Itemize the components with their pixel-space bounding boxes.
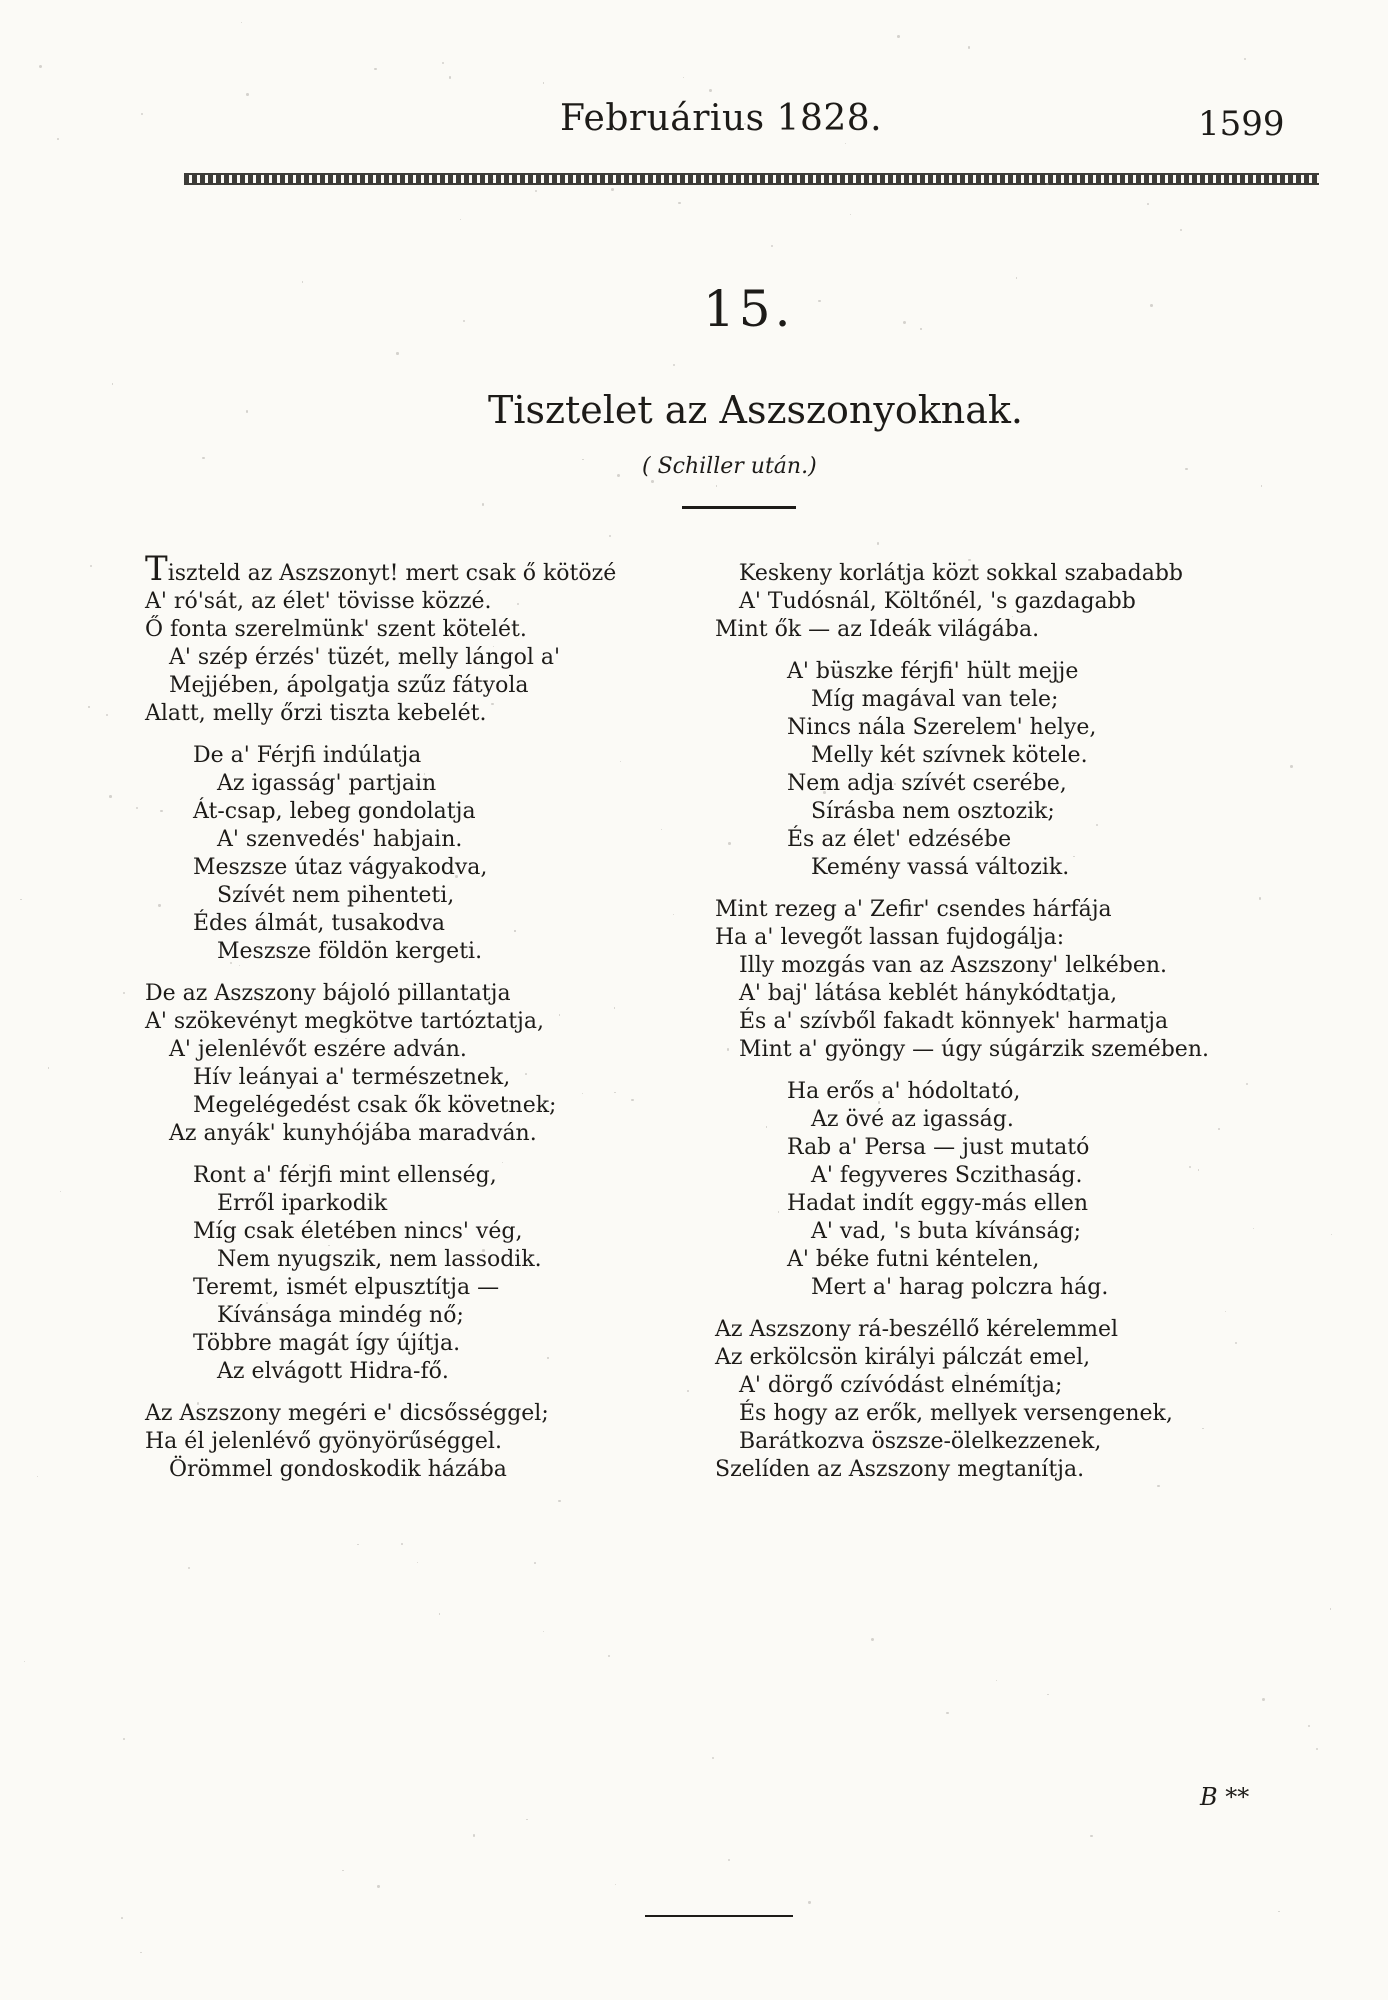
poem-line: Mint rezeg a' Zefir' csendes hárfája xyxy=(715,897,1112,922)
paper-speck xyxy=(460,219,461,220)
poem-line: Keskeny korlátja közt sokkal szabadabb xyxy=(739,561,1184,586)
paper-speck xyxy=(1147,203,1149,205)
paper-speck xyxy=(946,1712,949,1715)
poem-line: Míg csak életében nincs' vég, xyxy=(193,1219,523,1244)
poem-line: Ő fonta szerelmünk' szent kötelét. xyxy=(145,617,527,642)
stanza xyxy=(715,1078,1335,1302)
paper-speck xyxy=(1047,1694,1049,1696)
paper-speck xyxy=(357,1544,359,1546)
stanza xyxy=(715,560,1335,644)
poem-line: Át-csap, lebeg gondolatja xyxy=(193,799,476,824)
poem-line: Többre magát így újítja. xyxy=(193,1331,461,1356)
paper-speck xyxy=(24,1661,25,1662)
paper-speck xyxy=(1244,58,1246,60)
author-signature: B ** xyxy=(1200,1783,1250,1811)
paper-speck xyxy=(968,46,970,48)
paper-speck xyxy=(818,300,821,303)
paper-speck xyxy=(377,1885,379,1887)
paper-speck xyxy=(897,35,900,38)
paper-speck xyxy=(1068,999,1071,1002)
paper-speck xyxy=(716,485,717,486)
poem-line: Sírásba nem osztozik; xyxy=(811,799,1055,824)
paper-speck xyxy=(259,691,262,694)
poem-line: A' szökevényt megkötve tartóztatja, xyxy=(145,1009,544,1034)
paper-speck xyxy=(547,1357,548,1358)
poem-line: Az Aszszony rá-beszéllő kérelemmel xyxy=(715,1317,1119,1342)
poem-line: Ha erős a' hódoltató, xyxy=(787,1079,1021,1104)
paper-speck xyxy=(615,1884,616,1885)
poem-line: Barátkozva öszsze-ölelkezzenek, xyxy=(739,1429,1102,1454)
paper-speck xyxy=(302,281,303,282)
paper-speck xyxy=(673,914,674,915)
paper-speck xyxy=(482,503,485,506)
paper-speck xyxy=(482,1249,484,1251)
paper-speck xyxy=(996,1680,997,1681)
paper-speck xyxy=(823,791,826,794)
paper-speck xyxy=(158,904,160,906)
poem-line: A' Tudósnál, Költőnél, 's gazdagabb xyxy=(739,589,1136,614)
paper-speck xyxy=(37,1476,38,1477)
paper-speck xyxy=(844,861,846,863)
poem-line: Ha él jelenlévő gyönyörűséggel. xyxy=(145,1429,502,1454)
paper-speck xyxy=(1235,1342,1237,1344)
poem-line: Erről iparkodik xyxy=(217,1191,388,1216)
paper-speck xyxy=(241,22,242,23)
poem-line: Hadat indít eggy-más ellen xyxy=(787,1191,1089,1216)
poem-number: 15. xyxy=(703,280,795,338)
paper-speck xyxy=(526,1819,527,1820)
paper-speck xyxy=(877,542,879,544)
paper-speck xyxy=(845,143,847,145)
paper-speck xyxy=(1016,277,1017,278)
paper-speck xyxy=(1261,485,1262,486)
poem-line: És a' szívből fakadt könnyek' harmatja xyxy=(739,1009,1169,1034)
poem-line: Édes álmát, tusakodva xyxy=(193,911,446,936)
paper-speck xyxy=(1150,304,1153,307)
paper-speck xyxy=(123,1738,125,1740)
poem-line: A' fegyveres Sczithaság. xyxy=(811,1163,1083,1188)
paper-speck xyxy=(1308,1725,1310,1727)
poem-line: A' baj' látása keblét hánykódtatja, xyxy=(739,981,1118,1006)
paper-speck xyxy=(534,1562,536,1564)
paper-speck xyxy=(1090,1835,1093,1838)
poem-line: Nincs nála Szerelem' helye, xyxy=(787,715,1097,740)
poem-line: A' büszke férjfi' hült mejje xyxy=(787,659,1079,684)
paper-speck xyxy=(920,328,921,329)
poem-line: A' vad, 's buta kívánság; xyxy=(811,1219,1082,1244)
page-number: 1599 xyxy=(1198,104,1285,144)
paper-speck xyxy=(903,321,906,324)
paper-speck xyxy=(609,535,611,537)
paper-speck xyxy=(449,76,451,78)
paper-speck xyxy=(360,945,361,946)
paper-speck xyxy=(535,190,537,192)
paper-speck xyxy=(417,1562,418,1563)
paper-speck xyxy=(678,202,680,204)
paper-speck xyxy=(1046,183,1048,185)
poem-line: Hív leányai a' természetnek, xyxy=(193,1065,511,1090)
poem-line: Mint ők — az Ideák világába. xyxy=(715,617,1040,642)
paper-speck xyxy=(188,1567,190,1569)
poem-line: Meszsze földön kergeti. xyxy=(217,939,483,964)
paper-speck xyxy=(342,1870,343,1871)
paper-speck xyxy=(661,829,662,830)
paper-speck xyxy=(617,474,620,477)
paper-speck xyxy=(90,565,92,567)
poem-line: Teremt, ismét elpusztítja — xyxy=(193,1275,500,1300)
paper-speck xyxy=(514,930,515,931)
poem-line: A' szép érzés' tüzét, melly lángol a' xyxy=(169,645,561,670)
paper-speck xyxy=(106,714,108,716)
paper-speck xyxy=(712,1757,714,1759)
paper-speck xyxy=(558,1500,560,1502)
paper-speck xyxy=(1189,1166,1191,1168)
poem-line: De az Aszszony bájoló pillantatja xyxy=(145,981,511,1006)
poem-line: A' szenvedés' habjain. xyxy=(217,827,463,852)
paper-speck xyxy=(121,1917,123,1919)
paper-speck xyxy=(396,352,398,354)
poem-line: Ront a' férjfi mint ellenség, xyxy=(193,1163,497,1188)
right-column xyxy=(715,560,1335,1498)
paper-speck xyxy=(1180,229,1182,231)
poem-line: Az erkölcsön királyi pálczát emel, xyxy=(715,1345,1091,1370)
poem-line: Melly két szívnek kötele. xyxy=(811,743,1088,768)
stanza xyxy=(145,742,705,966)
poem-line: Ha a' levegőt lassan fujdogálja: xyxy=(715,925,1065,950)
paper-speck xyxy=(331,1448,333,1450)
paper-speck xyxy=(836,671,839,674)
paper-speck xyxy=(88,706,89,707)
stanza xyxy=(145,549,705,728)
paper-speck xyxy=(473,1834,475,1836)
paper-speck xyxy=(651,480,654,483)
poem-line: Örömmel gondoskodik házába xyxy=(169,1457,507,1482)
poem-subtitle: ( Schiller után.) xyxy=(642,454,817,479)
stanza xyxy=(145,980,705,1148)
poem-line: Megelégedést csak ők követnek; xyxy=(193,1093,557,1118)
poem-line: Rab a' Persa — just mutató xyxy=(787,1135,1090,1160)
poem-line: Nem nyugszik, nem lassodik. xyxy=(217,1247,542,1272)
poem-line: Az anyák' kunyhójába maradván. xyxy=(169,1121,537,1146)
poem-line: A' béke futni kéntelen, xyxy=(787,1247,1040,1272)
paper-speck xyxy=(491,703,494,706)
paper-speck xyxy=(455,875,458,878)
poem-line: Az Aszszony megéri e' dicsősséggel; xyxy=(145,1401,549,1426)
paper-speck xyxy=(608,1655,610,1657)
stanza xyxy=(715,896,1335,1064)
paper-speck xyxy=(967,1381,968,1382)
paper-speck xyxy=(112,383,113,384)
poem-line: Szívét nem pihenteti, xyxy=(217,883,455,908)
poem-line: Mert a' harag polczra hág. xyxy=(811,1275,1109,1300)
paper-speck xyxy=(230,962,232,964)
stanza xyxy=(715,658,1335,882)
stanza xyxy=(715,1316,1335,1484)
paper-speck xyxy=(850,214,851,215)
paper-speck xyxy=(1185,468,1187,470)
poem-line: A' ró'sát, az élet' tövisse közzé. xyxy=(145,589,492,614)
paper-speck xyxy=(20,899,22,901)
paper-speck xyxy=(808,1901,810,1903)
paper-speck xyxy=(309,1164,311,1166)
paper-speck xyxy=(374,68,377,71)
paper-speck xyxy=(1278,1911,1279,1912)
end-rule xyxy=(645,1915,793,1917)
paper-speck xyxy=(728,842,731,845)
paper-speck xyxy=(39,65,42,68)
paper-speck xyxy=(123,992,125,994)
paper-speck xyxy=(1198,1169,1199,1170)
paper-speck xyxy=(140,1952,142,1954)
poem-line: Kívánsága mindég nő; xyxy=(217,1303,464,1328)
stanza xyxy=(145,1400,705,1484)
paper-speck xyxy=(439,1613,441,1615)
paper-speck xyxy=(727,1048,729,1050)
paper-speck xyxy=(673,364,675,366)
title-rule xyxy=(682,506,796,509)
paper-speck xyxy=(401,1543,403,1545)
paper-speck xyxy=(611,188,614,191)
paper-speck xyxy=(988,1256,989,1257)
poem-line: A' jelenlévőt eszére adván. xyxy=(169,1037,467,1062)
poem-line: A' dörgő czívódást elnémítja; xyxy=(739,1373,1063,1398)
paper-speck xyxy=(57,138,59,140)
header-date: Februárius 1828. xyxy=(560,98,883,139)
poem-line: Illy mozgás van az Aszszony' lelkében. xyxy=(739,953,1168,978)
poem-line: És hogy az erők, mellyek versengenek, xyxy=(739,1401,1173,1426)
paper-speck xyxy=(109,795,112,798)
paper-speck xyxy=(1262,1698,1265,1701)
paper-speck xyxy=(463,320,465,322)
paper-speck xyxy=(543,82,544,83)
left-column xyxy=(145,549,705,1498)
poem-line: Az igasság' partjain xyxy=(217,771,437,796)
paper-speck xyxy=(1330,1608,1332,1610)
poem-line: Tiszteld az Aszszonyt! mert csak ő kötözé xyxy=(145,549,617,589)
paper-speck xyxy=(442,62,444,64)
paper-speck xyxy=(582,459,584,461)
poem-line: Alatt, melly őrzi tiszta kebelét. xyxy=(145,701,487,726)
poem-line: Meszsze útaz vágyakodva, xyxy=(193,855,488,880)
paper-speck xyxy=(141,113,143,115)
paper-speck xyxy=(136,807,138,809)
poem-line: Az elvágott Hidra-fő. xyxy=(217,1359,449,1384)
poem-line: Nem adja szívét cserébe, xyxy=(787,771,1067,796)
poem-line: De a' Férjfi indúlatja xyxy=(193,743,422,768)
ornamental-rule xyxy=(184,173,1319,185)
paper-speck xyxy=(1012,616,1013,617)
poem-title: Tisztelet az Aszszonyoknak. xyxy=(488,388,1023,432)
paper-speck xyxy=(48,1067,49,1068)
paper-speck xyxy=(246,93,249,96)
paper-speck xyxy=(517,603,519,605)
paper-speck xyxy=(197,1402,199,1404)
paper-speck xyxy=(771,245,773,247)
poem-line: És az élet' edzésébe xyxy=(787,827,1012,852)
paper-speck xyxy=(709,89,712,92)
paper-speck xyxy=(202,457,204,459)
paper-speck xyxy=(683,77,684,78)
paper-speck xyxy=(543,1631,544,1632)
poem-line: Kemény vassá változik. xyxy=(811,855,1070,880)
paper-speck xyxy=(454,717,455,718)
poem-line: Mint a' gyöngy — úgy súgárzik szemében. xyxy=(739,1037,1209,1062)
paper-speck xyxy=(728,1859,730,1861)
poem-line: Míg magával van tele; xyxy=(811,687,1059,712)
poem-line: Szelíden az Aszszony megtanítja. xyxy=(715,1457,1085,1482)
paper-speck xyxy=(1316,1748,1318,1750)
paper-speck xyxy=(1225,1311,1226,1312)
paper-speck xyxy=(246,410,248,412)
poem-line: Mejjében, ápolgatja szűz fátyola xyxy=(169,673,529,698)
paper-speck xyxy=(60,1191,62,1193)
poem-line: Az övé az igasság. xyxy=(811,1107,1014,1132)
paper-speck xyxy=(871,1638,874,1641)
stanza xyxy=(145,1162,705,1386)
